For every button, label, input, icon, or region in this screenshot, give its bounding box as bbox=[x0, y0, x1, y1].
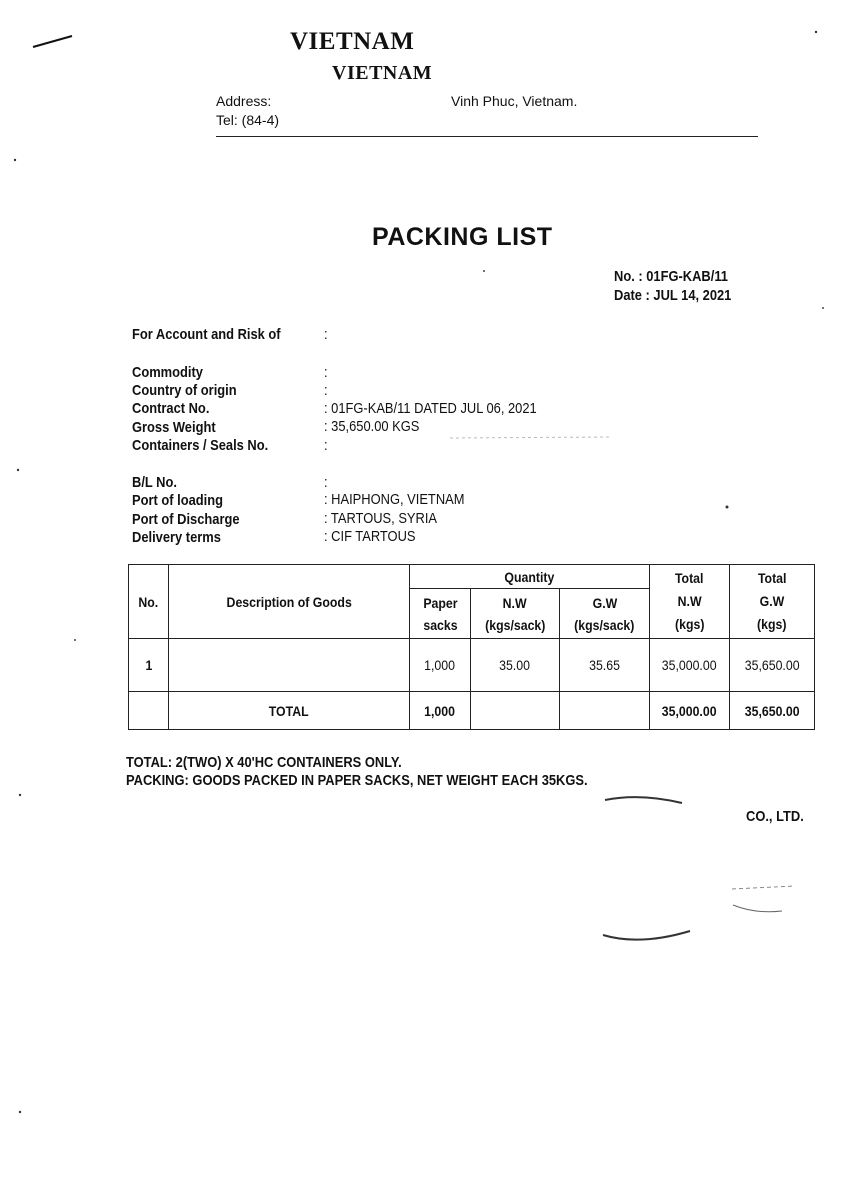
detail-label-gross-weight: Gross Weight bbox=[132, 419, 216, 436]
row-paper-sacks: 1,000 bbox=[410, 639, 471, 692]
detail-label-containers: Containers / Seals No. bbox=[132, 437, 269, 454]
header-total-nw: Total N.W (kgs) bbox=[650, 565, 730, 639]
header-gw: G.W (kgs/sack) bbox=[560, 589, 650, 639]
detail-value-containers: : bbox=[324, 437, 328, 454]
company-suffix: CO., LTD. bbox=[746, 808, 804, 825]
detail-label-port-discharge: Port of Discharge bbox=[132, 511, 240, 528]
document-number-text: No. : 01FG-KAB/11 bbox=[614, 268, 728, 285]
detail-label-origin: Country of origin bbox=[132, 382, 237, 399]
header-nw: N.W (kgs/sack) bbox=[471, 589, 560, 639]
detail-label-commodity: Commodity bbox=[132, 364, 203, 381]
detail-value-commodity: : bbox=[324, 364, 328, 381]
detail-value-contract: : 01FG-KAB/11 DATED JUL 06, 2021 bbox=[324, 400, 537, 417]
header-total-gw: Total G.W (kgs) bbox=[730, 565, 815, 639]
total-total-nw: 35,000.00 bbox=[650, 692, 730, 730]
detail-value-gross-weight: : 35,650.00 KGS bbox=[324, 418, 420, 435]
telephone: Tel: (84-4) bbox=[216, 112, 280, 128]
header-description: Description of Goods bbox=[169, 565, 410, 639]
row-total-gw: 35,650.00 bbox=[730, 639, 815, 692]
detail-label-port-loading: Port of loading bbox=[132, 492, 224, 509]
row-total-nw: 35,000.00 bbox=[650, 639, 730, 692]
header-paper-sacks: Paper sacks bbox=[410, 589, 471, 639]
document-title: PACKING LIST bbox=[372, 223, 553, 251]
document-date-text: Date : JUL 14, 2021 bbox=[614, 287, 732, 304]
address-value: Vinh Phuc, Vietnam. bbox=[451, 93, 578, 109]
total-label: TOTAL bbox=[169, 692, 410, 730]
header-quantity: Quantity bbox=[410, 565, 650, 589]
detail-label-account: For Account and Risk of bbox=[132, 326, 281, 343]
detail-label-contract: Contract No. bbox=[132, 400, 210, 417]
detail-value-delivery: : CIF TARTOUS bbox=[324, 528, 416, 545]
detail-value-origin: : bbox=[324, 382, 328, 399]
packing-label: PACKING: bbox=[126, 772, 189, 789]
detail-label-delivery: Delivery terms bbox=[132, 529, 221, 546]
row-no: 1 bbox=[129, 639, 169, 692]
detail-value-port-discharge: : TARTOUS, SYRIA bbox=[324, 510, 438, 527]
row-gw: 35.65 bbox=[560, 639, 650, 692]
detail-label-bl: B/L No. bbox=[132, 474, 177, 491]
company-name-line2: VIETNAM bbox=[332, 62, 433, 84]
total-total-gw: 35,650.00 bbox=[730, 692, 815, 730]
header-no: No. bbox=[129, 565, 169, 639]
row-nw: 35.00 bbox=[471, 639, 560, 692]
company-name-line1: VIETNAM bbox=[290, 28, 415, 55]
detail-value-account: : bbox=[324, 326, 328, 343]
footer-total-line: TOTAL: 2(TWO) X 40'HC CONTAINERS ONLY. bbox=[126, 754, 402, 771]
detail-value-port-loading: : HAIPHONG, VIETNAM bbox=[324, 491, 465, 508]
packing-text: GOODS PACKED IN PAPER SACKS, NET WEIGHT EACH 35KGS. bbox=[188, 772, 588, 789]
address-label: Address: bbox=[216, 93, 272, 109]
detail-value-bl: : bbox=[324, 474, 328, 491]
total-paper-sacks: 1,000 bbox=[410, 692, 471, 730]
